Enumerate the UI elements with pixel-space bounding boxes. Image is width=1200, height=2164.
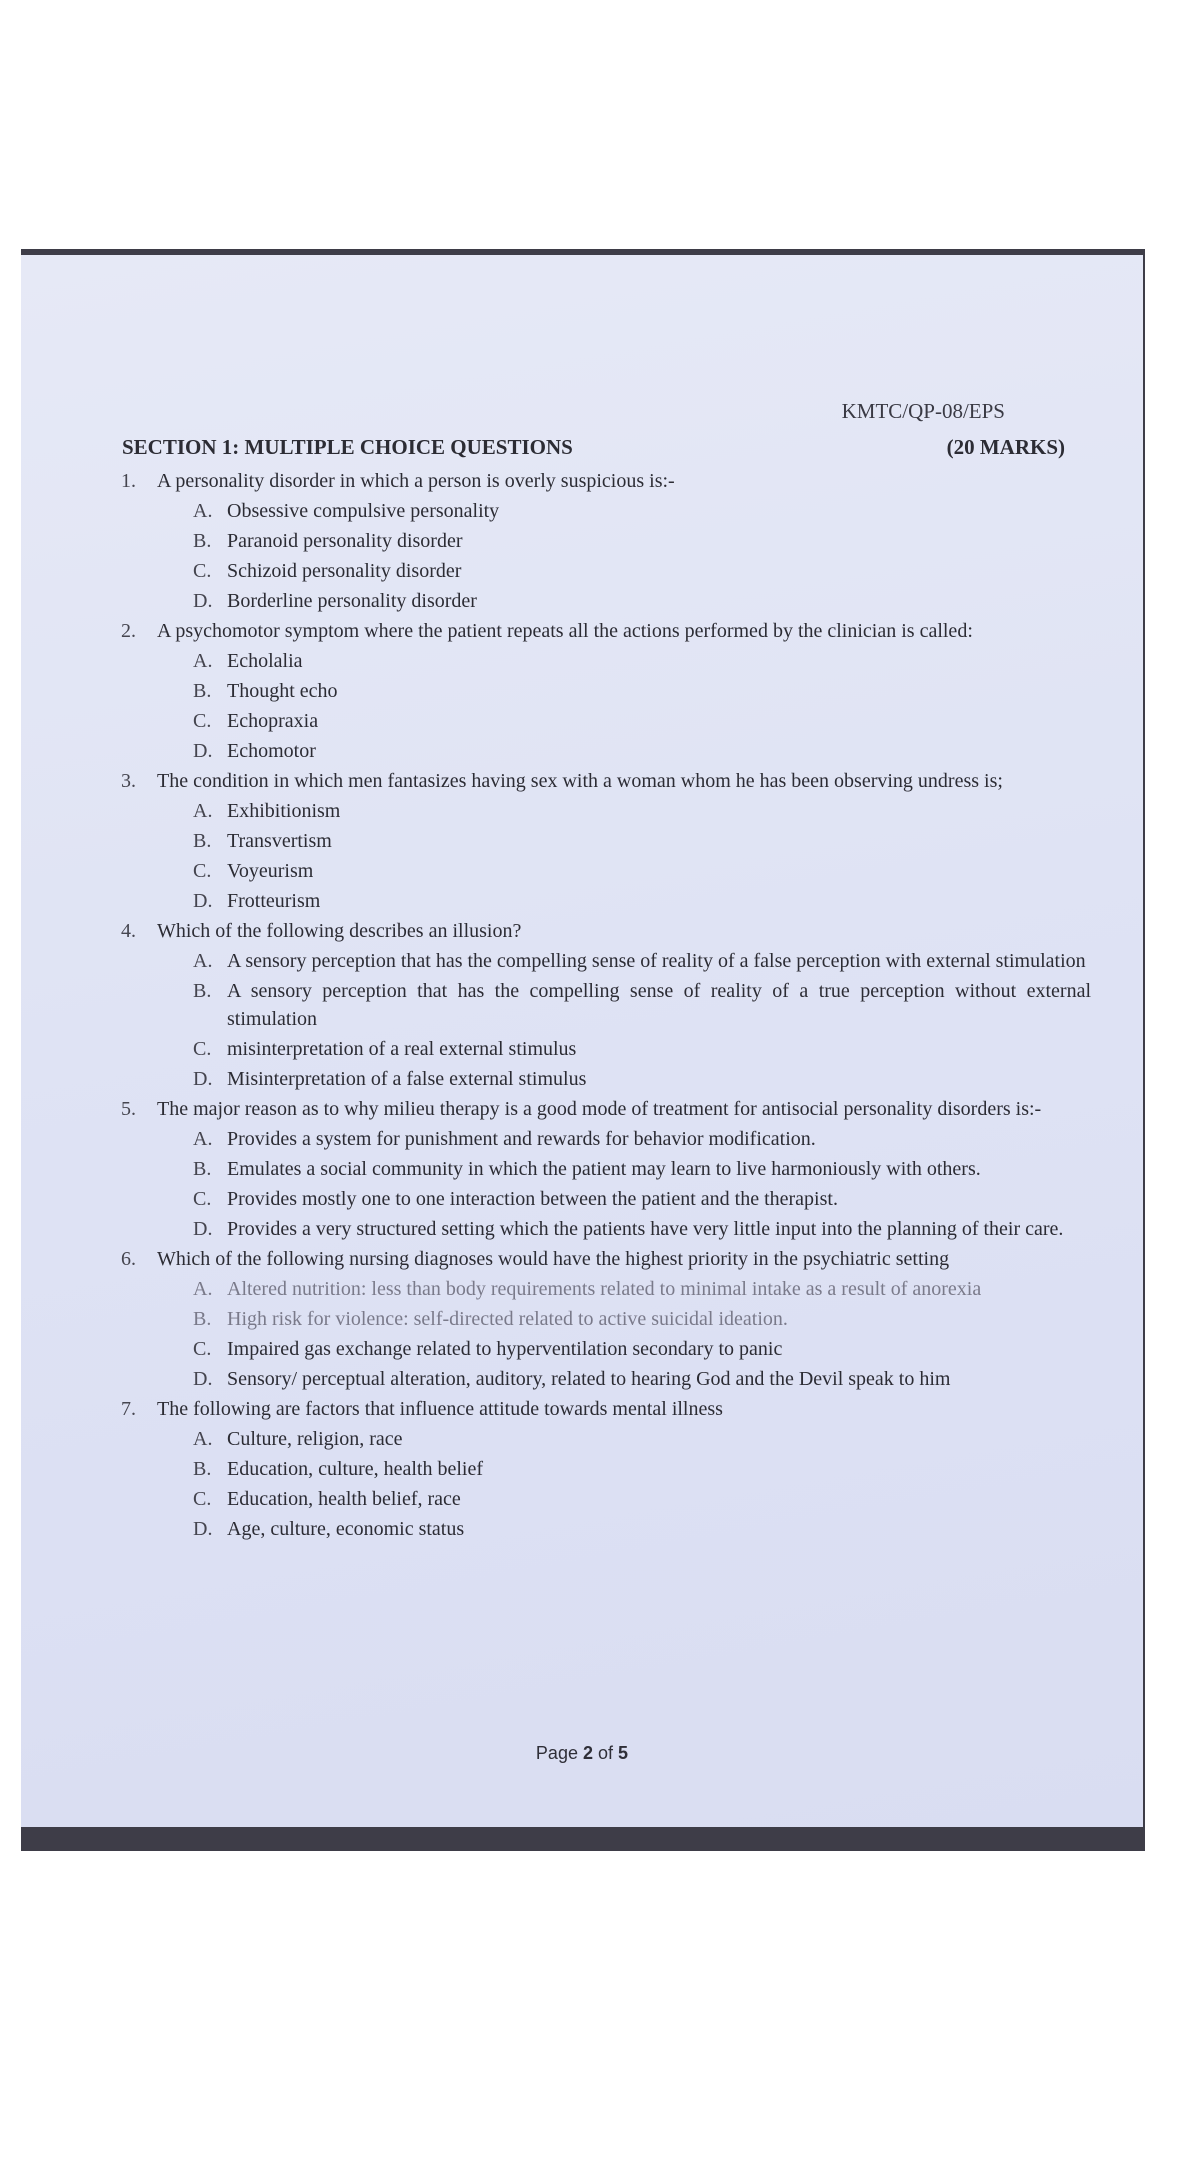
option-text: Culture, religion, race xyxy=(227,1428,403,1450)
option-text: Exhibitionism xyxy=(227,800,341,822)
option xyxy=(193,647,1091,675)
option-text: High risk for violence: self-directed related to active suicidal ideation. xyxy=(227,1308,788,1330)
option-text: Impaired gas exchange related to hyperventilation secondary to panic xyxy=(227,1338,783,1360)
option-text: Paranoid personality disorder xyxy=(227,530,463,552)
option-list xyxy=(193,947,1091,1093)
option xyxy=(193,857,1091,885)
option-letter: A. xyxy=(193,950,213,972)
option xyxy=(193,677,1091,705)
question-text: The major reason as to why milieu therapy is a good mode of treatment for antisocial personality disorders is:- xyxy=(157,1098,1042,1120)
option xyxy=(193,1215,1091,1243)
question-text: A personality disorder in which a person is overly suspicious is:- xyxy=(157,470,675,492)
question xyxy=(121,1245,1091,1393)
option-text: Altered nutrition: less than body requirements related to minimal intake as a result of anorexia xyxy=(227,1278,982,1300)
option-list xyxy=(193,1125,1091,1243)
question xyxy=(121,1095,1091,1243)
option-letter: B. xyxy=(193,1158,212,1180)
question xyxy=(121,1395,1091,1543)
option-letter: D. xyxy=(193,890,213,912)
question-number: 6. xyxy=(121,1248,136,1270)
option xyxy=(193,947,1091,975)
option xyxy=(193,1305,1091,1333)
section-marks: (20 MARKS) xyxy=(946,435,1065,459)
option-text: Provides a very structured setting which the patients have very little input into the planning of their care. xyxy=(227,1218,1064,1240)
option-letter: A. xyxy=(193,500,213,522)
question xyxy=(121,767,1091,915)
section-header xyxy=(122,435,1065,460)
option xyxy=(193,1125,1091,1153)
option-letter: C. xyxy=(193,1188,212,1210)
option-text: misinterpretation of a real external stimulus xyxy=(227,1038,577,1060)
option xyxy=(193,1155,1091,1183)
option xyxy=(193,1365,1091,1393)
page-word: Page xyxy=(535,1743,578,1763)
of-word: of xyxy=(598,1743,614,1763)
question xyxy=(121,917,1091,1093)
section-title: SECTION 1: MULTIPLE CHOICE QUESTIONS xyxy=(122,435,573,459)
question-number: 7. xyxy=(121,1398,136,1420)
option xyxy=(193,797,1091,825)
option xyxy=(193,1275,1091,1303)
question-number: 2. xyxy=(121,620,136,642)
page-total: 5 xyxy=(618,1743,629,1763)
question-list xyxy=(121,467,1091,1545)
option-list xyxy=(193,647,1091,765)
option-letter: C. xyxy=(193,1338,212,1360)
option-list xyxy=(193,1275,1091,1393)
option-text: Education, health belief, race xyxy=(227,1488,461,1510)
document-code: KMTC/QP-08/EPS xyxy=(841,399,1005,423)
option-text: Education, culture, health belief xyxy=(227,1458,484,1480)
option-letter: B. xyxy=(193,530,212,552)
question-text: The condition in which men fantasizes having sex with a woman whom he has been observing undress is; xyxy=(157,770,1003,792)
option-letter: D. xyxy=(193,590,213,612)
question-text: Which of the following describes an illusion? xyxy=(157,920,522,942)
option-letter: C. xyxy=(193,1038,212,1060)
option-text: Provides a system for punishment and rewards for behavior modification. xyxy=(227,1128,816,1150)
option xyxy=(193,587,1091,615)
option-letter: A. xyxy=(193,1428,213,1450)
option-letter: B. xyxy=(193,680,212,702)
option xyxy=(193,1065,1091,1093)
option xyxy=(193,1035,1091,1063)
option-text: A sensory perception that has the compelling sense of reality of a true perception without external stimulation xyxy=(227,980,1091,1030)
option-text: Transvertism xyxy=(227,830,332,852)
option-text: A sensory perception that has the compelling sense of reality of a false perception with external stimulation xyxy=(227,950,1086,972)
option-text: Age, culture, economic status xyxy=(227,1518,465,1540)
option-letter: D. xyxy=(193,1518,213,1540)
page-footer xyxy=(21,1743,1143,1764)
option xyxy=(193,497,1091,525)
option xyxy=(193,737,1091,765)
option-letter: D. xyxy=(193,1368,213,1390)
option-letter: A. xyxy=(193,800,213,822)
option xyxy=(193,557,1091,585)
option-letter: A. xyxy=(193,1278,213,1300)
option xyxy=(193,887,1091,915)
question xyxy=(121,617,1091,765)
option-letter: C. xyxy=(193,860,212,882)
question xyxy=(121,467,1091,615)
option xyxy=(193,1185,1091,1213)
option-text: Echolalia xyxy=(227,650,303,672)
option-letter: B. xyxy=(193,1308,212,1330)
option-letter: B. xyxy=(193,830,212,852)
question-number: 4. xyxy=(121,920,136,942)
option-text: Misinterpretation of a false external stimulus xyxy=(227,1068,587,1090)
option-letter: D. xyxy=(193,1068,213,1090)
question-text: A psychomotor symptom where the patient repeats all the actions performed by the clinician is called: xyxy=(157,620,973,642)
option-letter: A. xyxy=(193,1128,213,1150)
option-text: Frotteurism xyxy=(227,890,321,912)
option-list xyxy=(193,1425,1091,1543)
option-list xyxy=(193,497,1091,615)
option xyxy=(193,1425,1091,1453)
option-text: Echopraxia xyxy=(227,710,319,732)
option xyxy=(193,1515,1091,1543)
option-letter: C. xyxy=(193,560,212,582)
option xyxy=(193,707,1091,735)
option-letter: C. xyxy=(193,710,212,732)
question-number: 3. xyxy=(121,770,136,792)
option-letter: C. xyxy=(193,1488,212,1510)
option xyxy=(193,1455,1091,1483)
option-text: Schizoid personality disorder xyxy=(227,560,462,582)
question-text: Which of the following nursing diagnoses would have the highest priority in the psychiatric setting xyxy=(157,1248,950,1270)
option-text: Voyeurism xyxy=(227,860,314,882)
option-text: Borderline personality disorder xyxy=(227,590,477,612)
option xyxy=(193,977,1091,1033)
document-photo xyxy=(21,249,1145,1851)
option-text: Sensory/ perceptual alteration, auditory, related to hearing God and the Devil speak to him xyxy=(227,1368,951,1390)
option-letter: B. xyxy=(193,980,212,1002)
option-letter: D. xyxy=(193,1218,213,1240)
option-text: Echomotor xyxy=(227,740,316,762)
option-list xyxy=(193,797,1091,915)
exam-page xyxy=(21,255,1143,1827)
option-text: Provides mostly one to one interaction between the patient and the therapist. xyxy=(227,1188,838,1210)
option-letter: D. xyxy=(193,740,213,762)
option xyxy=(193,1335,1091,1363)
option-letter: A. xyxy=(193,650,213,672)
question-text: The following are factors that influence attitude towards mental illness xyxy=(157,1398,723,1420)
option xyxy=(193,1485,1091,1513)
option-letter: B. xyxy=(193,1458,212,1480)
option xyxy=(193,527,1091,555)
option-text: Obsessive compulsive personality xyxy=(227,500,500,522)
option-text: Emulates a social community in which the patient may learn to live harmoniously with others. xyxy=(227,1158,981,1180)
option-text: Thought echo xyxy=(227,680,338,702)
option xyxy=(193,827,1091,855)
question-number: 5. xyxy=(121,1098,136,1120)
page-current: 2 xyxy=(582,1743,593,1763)
question-number: 1. xyxy=(121,470,136,492)
